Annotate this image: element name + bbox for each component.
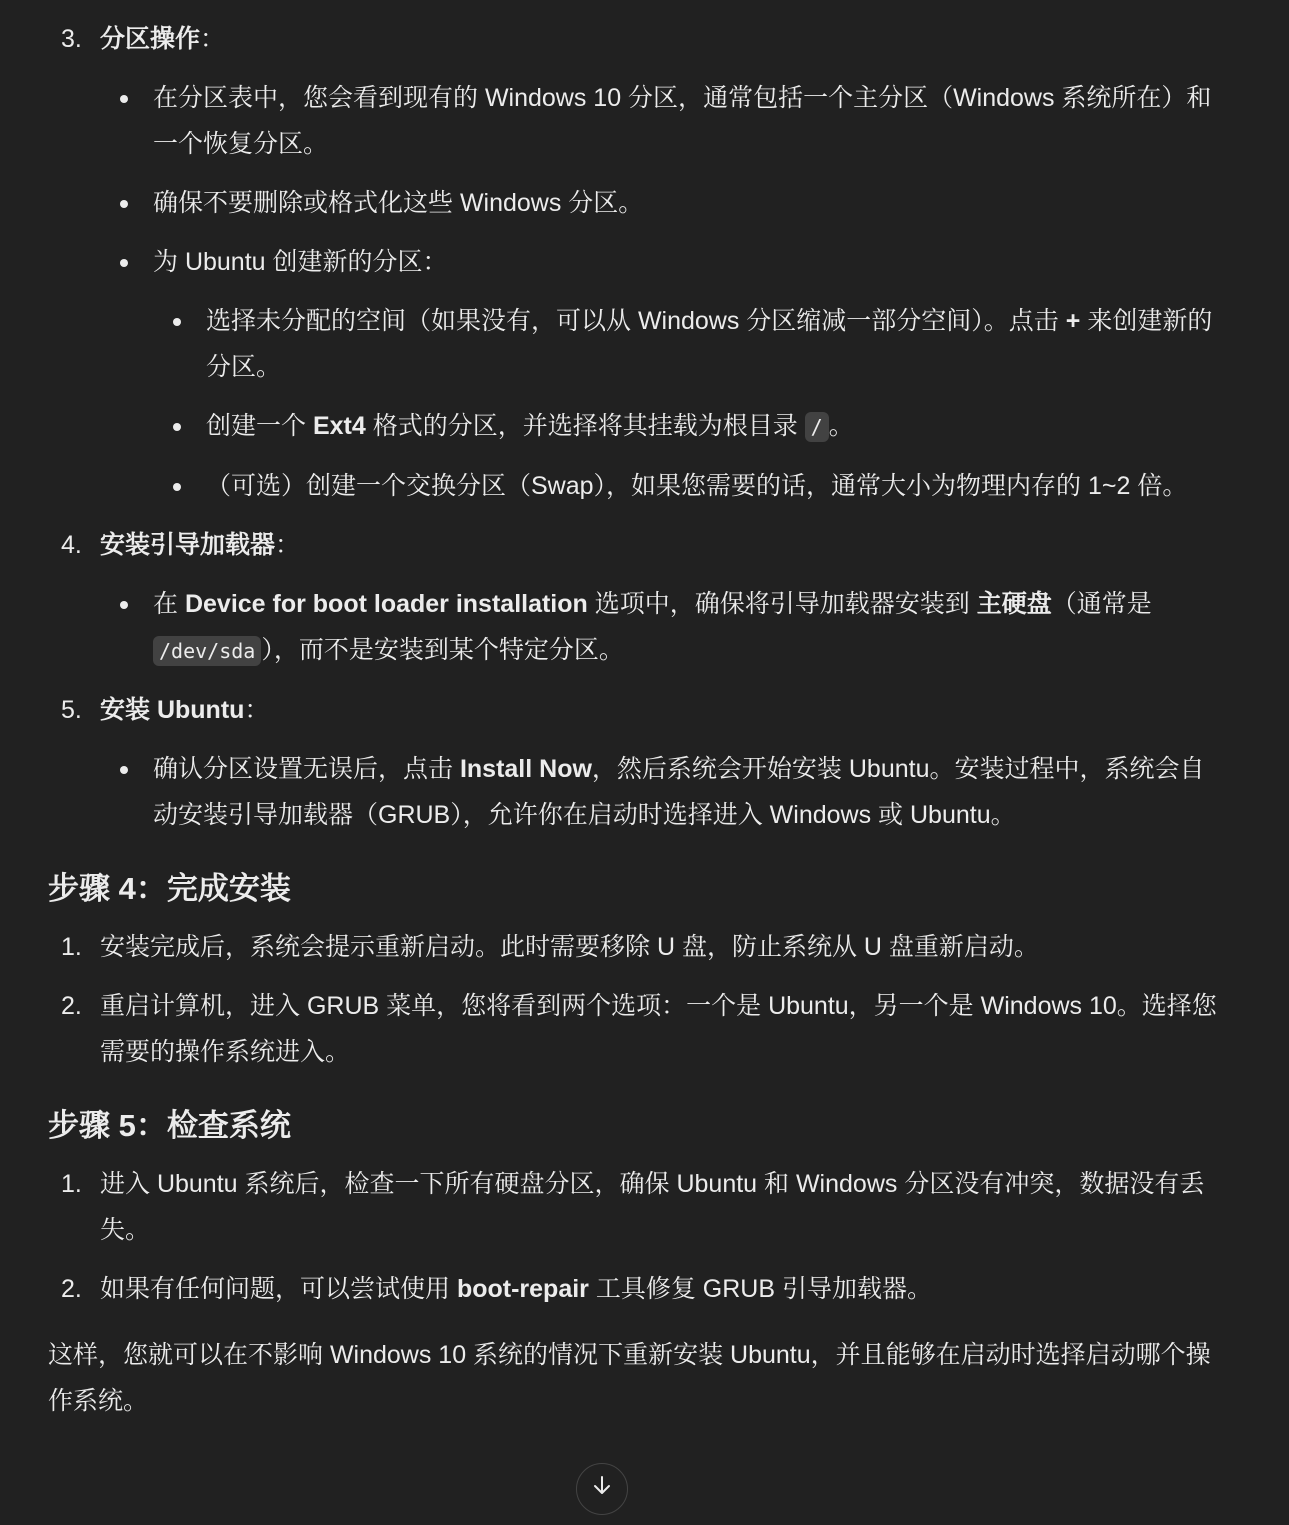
list-item (48, 1266, 1228, 1312)
assistant-message (48, 16, 1228, 1424)
list-item (48, 983, 1228, 1075)
bold-text: boot-repair (456, 1275, 589, 1303)
bullet-icon (120, 200, 128, 208)
arrow-down-icon (590, 1466, 614, 1512)
text: 在 (153, 590, 185, 618)
text: 格式的分区，并选择将其挂载为根目录 (365, 412, 805, 440)
text: 为 Ubuntu 创建新的分区： (153, 248, 448, 276)
list-item (153, 298, 1228, 390)
bullet-icon (173, 483, 181, 491)
text: 安装完成后，系统会提示重新启动。此时需要移除 U 盘，防止系统从 U 盘重新启动。 (100, 933, 1039, 961)
text: 在分区表中，您会看到现有的 Windows 10 分区，通常包括一个主分区（Windows 系统所在）和一个恢复分区。 (153, 84, 1212, 158)
bullet-icon (173, 318, 181, 326)
bold-text: 分区操作 (100, 25, 201, 53)
list-item (48, 924, 1228, 970)
bullet-icon (120, 95, 128, 103)
bold-text: 安装 Ubuntu (100, 696, 245, 724)
bold-text: Ext4 (312, 412, 366, 440)
bullet-list (100, 581, 1228, 674)
list-item (48, 1161, 1228, 1253)
text: ： (275, 531, 301, 559)
inline-code: / (805, 412, 829, 442)
text: ： (200, 25, 226, 53)
bullet-icon (120, 601, 128, 609)
text: 步骤 5：检查系统 (48, 1108, 291, 1143)
text: （可选）创建一个交换分区（Swap），如果您需要的话，通常大小为物理内存的 1~2 倍。 (206, 472, 1188, 500)
text: 选择未分配的空间（如果没有，可以从 Windows 分区缩减一部分空间）。点击 (206, 307, 1066, 335)
list-item (100, 239, 1228, 509)
list-item (100, 180, 1228, 226)
bold-text: + (1065, 307, 1081, 335)
bold-text: Device for boot loader installation (184, 590, 588, 618)
bold-text: Install Now (459, 755, 592, 783)
bullet-list (153, 298, 1228, 509)
list-number: 1. (61, 933, 82, 961)
text: 如果有任何问题，可以尝试使用 (100, 1275, 457, 1303)
bullet-list (100, 746, 1228, 838)
list-item (48, 687, 1228, 838)
list-item (100, 581, 1228, 674)
text: 来创建新的分区。 (206, 307, 1213, 381)
list-item (100, 75, 1228, 167)
text: 步骤 4：完成安装 (48, 871, 291, 906)
numbered-list (48, 16, 1228, 838)
paragraph (48, 1332, 1228, 1424)
bullet-list (100, 75, 1228, 509)
text: 这样，您就可以在不影响 Windows 10 系统的情况下重新安装 Ubuntu，并且能够在启动时选择启动哪个操作系统。 (48, 1341, 1211, 1415)
list-number: 2. (61, 1275, 82, 1303)
bullet-icon (120, 259, 128, 267)
text: 重启计算机，进入 GRUB 菜单，您将看到两个选项：一个是 Ubuntu，另一个是 Windows 10。选择您需要的操作系统进入。 (100, 992, 1217, 1066)
bold-text: 主硬盘 (976, 590, 1052, 618)
list-item (153, 463, 1228, 509)
bullet-icon (120, 766, 128, 774)
list-number: 2. (61, 992, 82, 1020)
list-number: 1. (61, 1170, 82, 1198)
text: （通常是 (1051, 590, 1152, 618)
list-number: 4. (61, 531, 82, 559)
text: 。 (828, 412, 854, 440)
text: 进入 Ubuntu 系统后，检查一下所有硬盘分区，确保 Ubuntu 和 Windows 分区没有冲突，数据没有丢失。 (100, 1170, 1205, 1244)
text: ，然后系统会开始安装 Ubuntu。安装过程中，系统会自动安装引导加载器（GRUB），允许你在启动时选择进入 Windows 或 Ubuntu。 (153, 755, 1205, 829)
inline-code: /dev/sda (153, 636, 261, 666)
list-item (100, 746, 1228, 838)
bullet-icon (173, 423, 181, 431)
section-heading (48, 1103, 1228, 1149)
text: ），而不是安装到某个特定分区。 (261, 636, 624, 664)
section-heading (48, 866, 1228, 912)
scroll-to-bottom-button[interactable] (576, 1463, 628, 1515)
text: 工具修复 GRUB 引导加载器。 (588, 1275, 932, 1303)
numbered-list (48, 1161, 1228, 1312)
list-item (48, 16, 1228, 509)
text: 确认分区设置无误后，点击 (153, 755, 460, 783)
text: ： (244, 696, 270, 724)
list-number: 5. (61, 696, 82, 724)
numbered-list (48, 924, 1228, 1075)
text: 选项中，确保将引导加载器安装到 (587, 590, 977, 618)
list-item (48, 522, 1228, 674)
text: 创建一个 (206, 412, 313, 440)
text: 确保不要删除或格式化这些 Windows 分区。 (153, 189, 644, 217)
list-item (153, 403, 1228, 450)
bold-text: 安装引导加载器 (100, 531, 276, 559)
list-number: 3. (61, 25, 82, 53)
